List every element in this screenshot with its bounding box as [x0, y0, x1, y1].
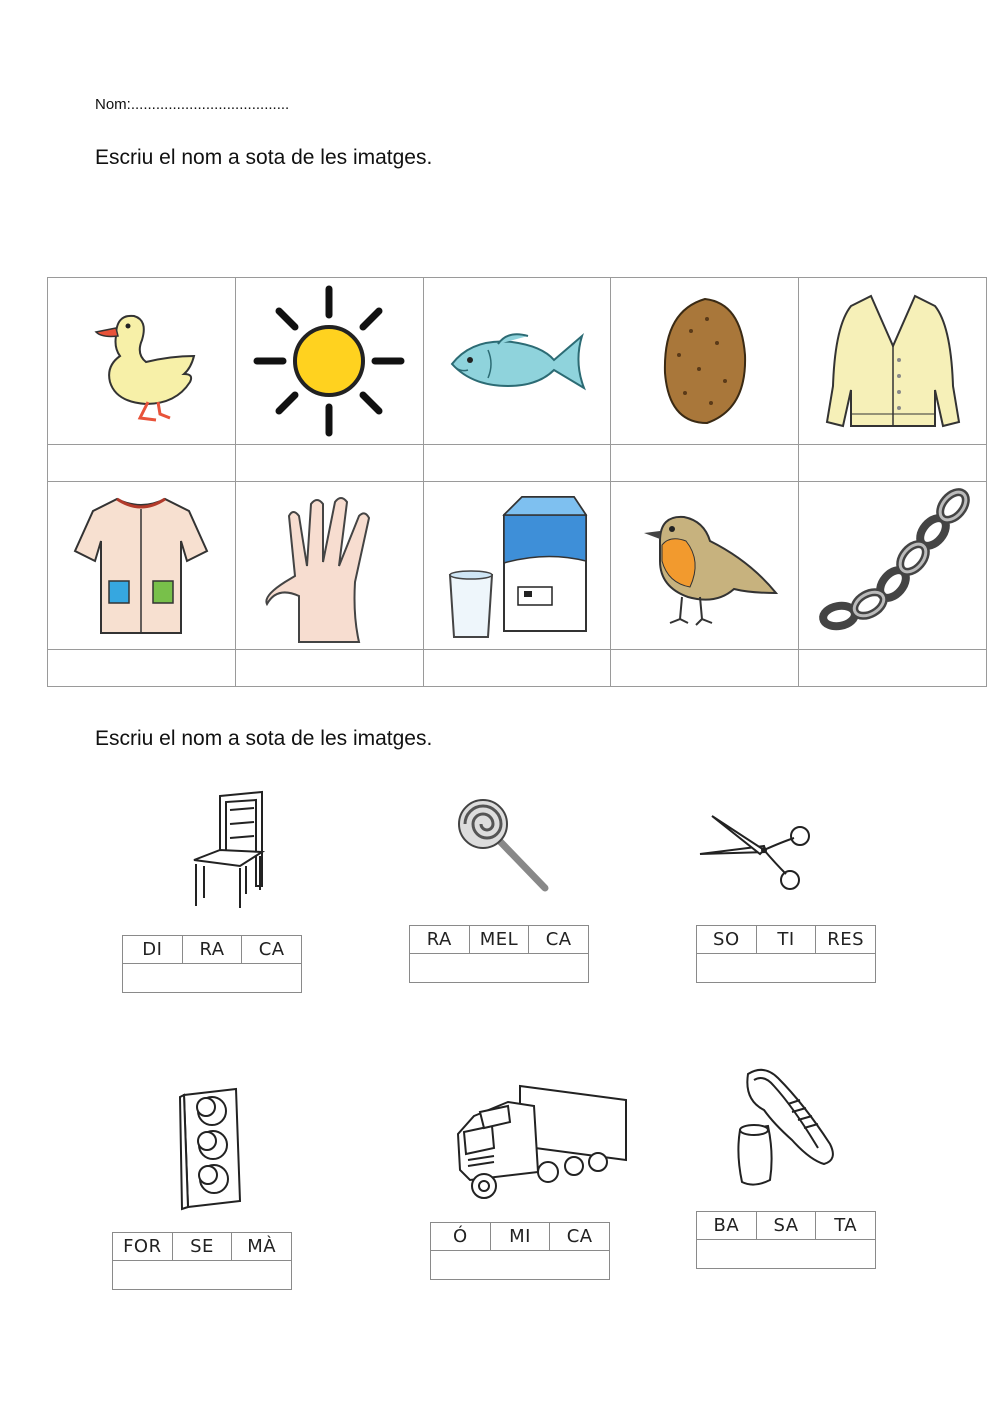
hand-icon: [259, 486, 399, 646]
milk-icon: [442, 491, 592, 641]
syllable-tile: DI: [123, 936, 183, 964]
answer-cell[interactable]: [799, 649, 987, 686]
syllable-tile: MI: [490, 1223, 550, 1251]
smock-icon: [71, 491, 211, 641]
syllable-tile: MEL: [469, 926, 529, 954]
answer-cell[interactable]: [235, 445, 423, 482]
answer-field[interactable]: [697, 954, 876, 983]
answer-cell[interactable]: [611, 445, 799, 482]
answer-field[interactable]: [431, 1251, 610, 1280]
syllable-box: [696, 925, 876, 983]
picture-cell: [235, 482, 423, 649]
syllable-tile: SA: [756, 1212, 816, 1240]
syllable-box: [430, 1222, 610, 1280]
robin-icon: [630, 501, 780, 631]
sun-icon: [249, 281, 409, 441]
chair-icon: [190, 790, 270, 910]
picture-cell: [423, 278, 611, 445]
answer-cell[interactable]: [799, 445, 987, 482]
answer-cell[interactable]: [611, 649, 799, 686]
syllable-box: [696, 1211, 876, 1269]
answer-cell[interactable]: [48, 649, 236, 686]
syllable-box: [122, 935, 302, 993]
answer-field[interactable]: [697, 1240, 876, 1269]
syllable-tile: CA: [550, 1223, 610, 1251]
syllable-box: [409, 925, 589, 983]
syllable-tile: RA: [410, 926, 470, 954]
syllable-tile: SO: [697, 926, 757, 954]
syllable-tile: SE: [172, 1233, 232, 1261]
instruction-text: Escriu el nom a sota de les imatges.: [95, 727, 433, 750]
syllable-tile: CA: [242, 936, 302, 964]
syllable-tile: TI: [756, 926, 816, 954]
picture-cell: [423, 482, 611, 649]
duck-icon: [76, 296, 206, 426]
picture-cell: [48, 482, 236, 649]
syllable-box: [112, 1232, 292, 1290]
syllable-tile: Ó: [431, 1223, 491, 1251]
answer-cell[interactable]: [235, 649, 423, 686]
syllable-tile: CA: [529, 926, 589, 954]
answer-cell[interactable]: [423, 445, 611, 482]
picture-grid: [47, 277, 987, 687]
instruction-text: Escriu el nom a sota de les imatges.: [95, 146, 433, 169]
lollipop-icon: [455, 796, 555, 896]
syllable-tile: RA: [182, 936, 242, 964]
scissors-icon: [698, 812, 814, 892]
picture-cell: [799, 482, 987, 649]
picture-cell: [611, 482, 799, 649]
answer-field[interactable]: [123, 964, 302, 993]
answer-row: [48, 445, 987, 482]
picture-cell: [48, 278, 236, 445]
picture-cell: [611, 278, 799, 445]
potato-icon: [655, 291, 755, 431]
syllable-tile: FOR: [113, 1233, 173, 1261]
chain-icon: [813, 486, 973, 646]
picture-cell: [799, 278, 987, 445]
answer-field[interactable]: [113, 1261, 292, 1290]
answer-row: [48, 649, 987, 686]
syllable-tile: TA: [816, 1212, 876, 1240]
syllable-tile: MÀ: [232, 1233, 292, 1261]
cardigan-icon: [823, 286, 963, 436]
shoe-icon: [738, 1070, 833, 1185]
truck-icon: [450, 1076, 630, 1200]
picture-row: [48, 482, 987, 649]
answer-cell[interactable]: [423, 649, 611, 686]
picture-cell: [235, 278, 423, 445]
syllable-tile: BA: [697, 1212, 757, 1240]
answer-cell[interactable]: [48, 445, 236, 482]
fish-icon: [442, 316, 592, 406]
answer-field[interactable]: [410, 954, 589, 983]
picture-row: [48, 278, 987, 445]
name-field-label: Nom:......................................: [95, 96, 290, 113]
syllable-tile: RES: [816, 926, 876, 954]
traffic-light-icon: [176, 1085, 246, 1215]
